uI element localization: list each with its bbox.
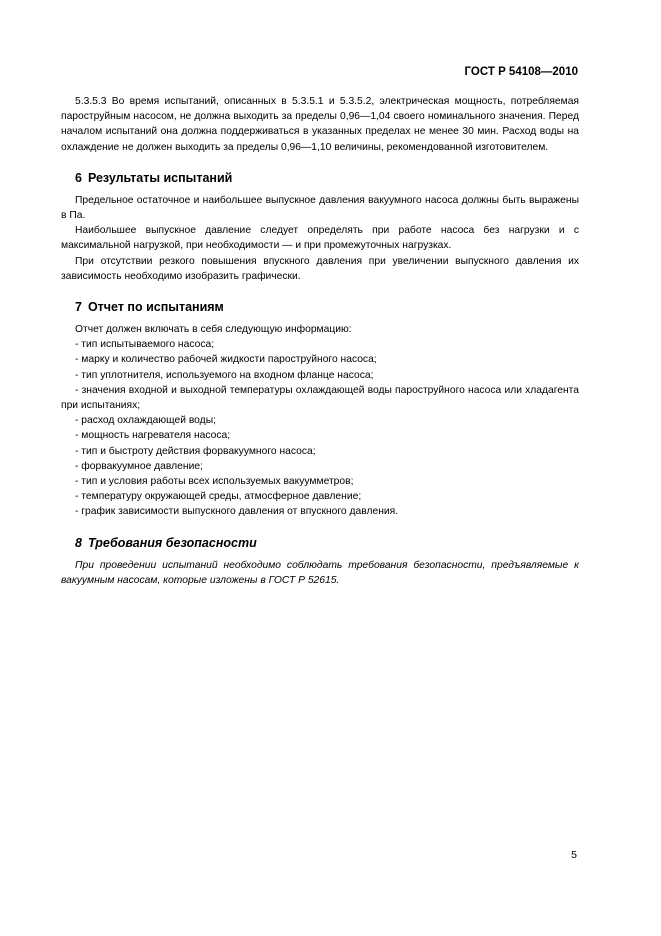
section-6-paragraph: Предельное остаточное и наибольшее выпускное давления вакуумного насоса должны быть выражены в Па. bbox=[61, 194, 579, 222]
page-number: 5 bbox=[571, 849, 577, 861]
section-6-number: 6 bbox=[75, 170, 82, 185]
section-7-intro: Отчет должен включать в себя следующую информацию: bbox=[75, 324, 352, 336]
list-item: - расход охлаждающей воды; bbox=[75, 415, 216, 427]
list-item: - график зависимости выпускного давления от впускного давления. bbox=[75, 506, 399, 518]
section-7-number: 7 bbox=[75, 300, 82, 315]
list-item: - тип уплотнителя, используемого на входном фланце насоса; bbox=[75, 369, 374, 381]
section-8-paragraph: При проведении испытаний необходимо соблюдать требования безопасности, предъявляемые к вакуумным насосам, которые изложены в ГОСТ Р 52615. bbox=[61, 559, 579, 586]
section-6-paragraph: При отсутствии резкого повышения впускного давления при увеличении выпускного давления их зависимость необходимо изобразить графически. bbox=[61, 255, 579, 282]
section-6-paragraph: Наибольшее выпускное давление следует определять при работе насоса без нагрузки и с максимальной нагрузкой, при необходимости — и при промежуточных нагрузках. bbox=[61, 225, 579, 252]
section-6-title: Результаты испытаний bbox=[87, 170, 233, 185]
list-item: - тип и быстроту действия форвакуумного насоса; bbox=[75, 445, 316, 457]
list-item: - мощность нагревателя насоса; bbox=[75, 430, 231, 442]
section-8-number: 8 bbox=[75, 535, 82, 550]
list-item: - температуру окружающей среды, атмосферное давление; bbox=[75, 491, 362, 503]
document-code-header: ГОСТ Р 54108—2010 bbox=[464, 66, 578, 78]
section-8-heading bbox=[75, 534, 579, 552]
list-item: - марку и количество рабочей жидкости пароструйного насоса; bbox=[75, 354, 377, 366]
clause-5-3-5-3: 5.3.5.3 Во время испытаний, описанных в 5.3.5.1 и 5.3.5.2, электрическая мощность, потребляемая пароструйным насосом, не должна выходить за пределы 0,96—1,04 своего номинального значения. Перед началом испытаний она должна поддерживаться в указанных пределах не менее 30 мин. Расход воды на охлаждение не должен выходить за пределы 0,96—1,10 величины, рекомендованной изготовителем. bbox=[61, 96, 579, 153]
report-items-list bbox=[61, 337, 579, 519]
section-6-heading bbox=[75, 169, 579, 187]
page-content bbox=[61, 94, 579, 588]
section-7-heading bbox=[75, 298, 579, 316]
list-item: - тип испытываемого насоса; bbox=[75, 339, 215, 351]
list-item: - тип и условия работы всех используемых вакуумметров; bbox=[75, 476, 354, 488]
list-item: - значения входной и выходной температуры охлаждающей воды пароструйного насоса или хладагента при испытаниях; bbox=[61, 384, 579, 412]
list-item: - форвакуумное давление; bbox=[75, 460, 203, 472]
section-8-title: Требования безопасности bbox=[87, 535, 257, 550]
section-7-title: Отчет по испытаниям bbox=[87, 300, 224, 315]
